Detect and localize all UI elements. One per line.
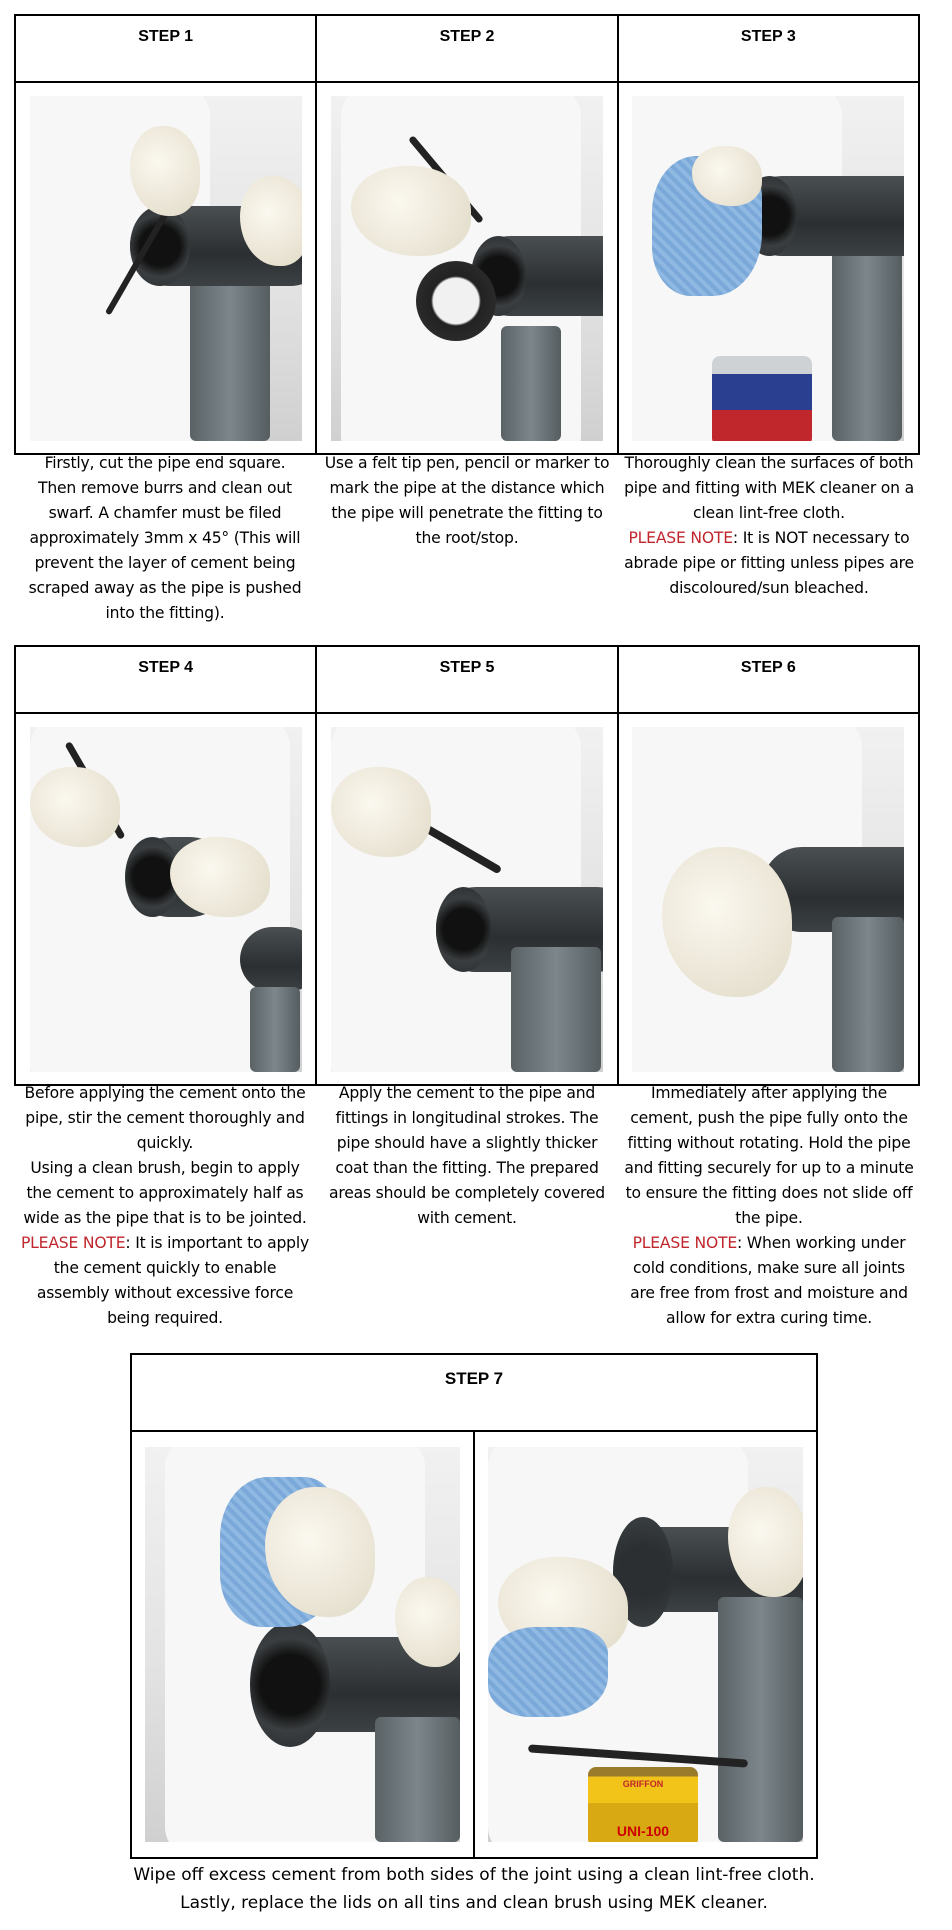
- step-3-photo-cell: [618, 82, 919, 454]
- step-5-photo-cell: [316, 713, 617, 1085]
- step-4-photo-cell: [15, 713, 316, 1085]
- step-7-photo-left-cell: [131, 1431, 474, 1858]
- step-3-description: Thoroughly clean the surfaces of both pipe and fitting with MEK cleaner on a clean lint-free cloth. PLEASE NOTE: It is NOT necessary to abrade pipe or fitting unless pipes are discoloured/sun bleached.: [618, 451, 920, 626]
- please-note-label: PLEASE NOTE: [20, 1234, 126, 1252]
- step-2-photo: [331, 96, 603, 441]
- tin-brand-label: GRIFFON: [622, 1779, 664, 1789]
- step-1-description: Firstly, cut the pipe end square. Then remove burrs and clean out swarf. A chamfer must be filed approximately 3mm x 45° (This will prevent the layer of cement being scraped away as the pipe is pushed into the fitting).: [28, 454, 302, 622]
- step-2-header: STEP 2: [316, 15, 617, 82]
- step-3-header: STEP 3: [618, 15, 919, 82]
- step-3-photo: [632, 96, 904, 441]
- step-1-header: STEP 1: [15, 15, 316, 82]
- step-4-description: Before applying the cement onto the pipe, stir the cement thoroughly and quickly. Using a clean brush, begin to apply the cement to approximately half as wide as the pipe that is to be jointed. PLEASE NOTE: It is important to apply the cement quickly to enable assembly without excessive force being required.: [14, 1081, 316, 1331]
- step-4-header: STEP 4: [15, 646, 316, 713]
- step-7-header: STEP 7: [131, 1354, 817, 1431]
- step-6-photo-cell: [618, 713, 919, 1085]
- descriptions-row1: [14, 451, 920, 626]
- steps-grid-row2: [14, 645, 920, 1086]
- step-5-description: Apply the cement to the pipe and fittings in longitudinal strokes. The pipe should have a slightly thicker coat than the fitting. The prepared areas should be completely covered with cement.: [329, 1084, 605, 1227]
- please-note-label: PLEASE NOTE: [632, 1234, 737, 1252]
- cement-tin: [588, 1767, 698, 1842]
- please-note-label: PLEASE NOTE: [628, 529, 733, 547]
- step-7-photo-left: [145, 1447, 460, 1842]
- step-4-photo: [30, 727, 302, 1072]
- descriptions-row2: [14, 1081, 920, 1331]
- step-7-photo-right: [488, 1447, 803, 1842]
- steps-grid-row1: [14, 14, 920, 455]
- tin-product-label: UNI-100: [616, 1823, 670, 1839]
- step-6-header: STEP 6: [618, 646, 919, 713]
- step-7-box: [130, 1353, 818, 1859]
- step-3-note: PLEASE NOTE: It is NOT necessary to: [628, 529, 910, 547]
- step-1-photo-cell: [15, 82, 316, 454]
- step-6-note: PLEASE NOTE: When working under: [632, 1234, 906, 1252]
- step-2-description: Use a felt tip pen, pencil or marker to mark the pipe at the distance which the pipe will penetrate the fitting to the root/stop.: [324, 454, 610, 547]
- step-6-photo: [632, 727, 904, 1072]
- step-2-photo-cell: [316, 82, 617, 454]
- step-5-header: STEP 5: [316, 646, 617, 713]
- step-4-note: PLEASE NOTE: It is important to apply: [20, 1234, 310, 1252]
- step-6-description: Immediately after applying the cement, push the pipe fully onto the fitting without rotating. Hold the pipe and fitting securely for up to a minute to ensure the fitting does not slide off the pipe. PLEASE NOTE: When working under cold conditions, make sure all joints are free from frost and moisture and allow for extra curing time.: [618, 1081, 920, 1331]
- step-7-photo-right-cell: [474, 1431, 817, 1858]
- step-5-photo: [331, 727, 603, 1072]
- step-7-description: Wipe off excess cement from both sides of the joint using a clean lint-free cloth. Lastly, replace the lids on all tins and clean brush using MEK cleaner.: [133, 1865, 815, 1913]
- step-1-photo: [30, 96, 302, 441]
